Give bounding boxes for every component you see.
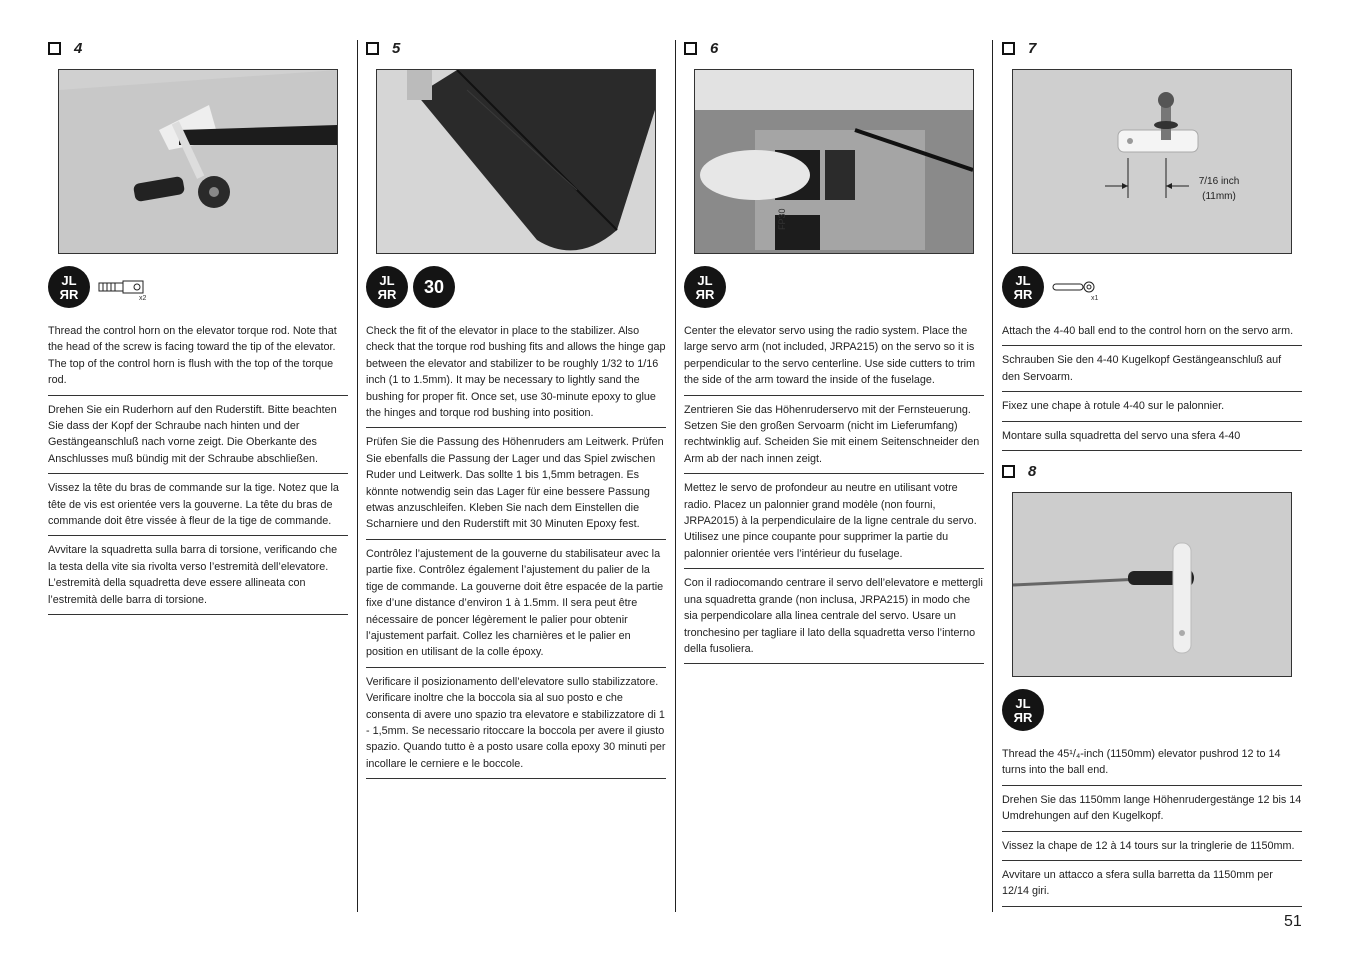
paragraph-de: Drehen Sie ein Ruderhorn auf den Ruderstift. Bitte beachten Sie dass der Kopf der Schraube nach hinten und der Gestängeanschluß nach vorne zeigt. Die Oberkante des Anschlusses muß bündig mit der Schraube abschließen. [48, 396, 348, 475]
fp30-label: FP30 [777, 208, 787, 230]
paragraph-de: Prüfen Sie die Passung des Höhenruders am Leitwerk. Prüfen Sie ebenfalls die Passung der Lager und das Spiel zwischen Ruder und Leitwerk. Das sollte 1 bis 1,5mm betragen. Es könnte notwendig sein das Lager für eine bessere Passung etwas anzuschleifen. Kleben Sie nach dem Einstellen die Scharniere und den Ruderstift mit 30 Minuten Epoxy fest. [366, 428, 666, 539]
step-7-text [1002, 323, 1302, 451]
step-7-header [1002, 38, 1302, 58]
checkbox-icon[interactable] [684, 42, 697, 55]
svg-text:ЯR: ЯR [1013, 710, 1033, 726]
paragraph-fr: Mettez le servo de profondeur au neutre en utilisant votre radio. Placez un palonnier grand modèle (non fourni, JRPA2015) à la perpendiculaire de la ligne centrale du servo. Utilisez une pince coupante pour supprimer la partie du palonnier orientée vers l’intérieur du fuselage. [684, 474, 984, 569]
column-divider [675, 40, 676, 912]
paragraph-it: Verificare il posizionamento dell’elevatore sullo stabilizzatore. Verificare inoltre che la boccola sia al suo posto e che consenta di avere uno spazio tra elevatore e stabilizzatore di 1 - 1,5mm. Se necessario ritoccare la boccola per avere il giusto spazio. Quando tutto è a posto usare colla epoxy 30 minuti per incollare le cerniere e le boccole. [366, 668, 666, 779]
step-8-header [1002, 461, 1302, 481]
step-4-icons [48, 265, 348, 309]
paragraph-de: Zentrieren Sie das Höhenruderservo mit der Fernsteuerung. Setzen Sie den großen Servoarm (nicht im Lieferumfang) rechtwinklig auf. Scheiden Sie mit einem Seitenschneider den Arm ab der nach innen zeigt. [684, 396, 984, 475]
jr-logo-icon [1002, 266, 1044, 308]
step-number: 8 [1028, 462, 1037, 480]
paragraph-it: Con il radiocomando centrare il servo dell’elevatore e mettergli una squadretta grande (non inclusa, JRPA215) in modo che sia perpendicolare alla linea centrale del servo. Usare un tronchesino per tagliare il lato della squadretta verso l’interno della fusoliera. [684, 569, 984, 664]
step-6-photo [694, 69, 974, 254]
svg-text:ЯR: ЯR [377, 287, 397, 302]
step-8-text [1002, 746, 1302, 907]
svg-text:ЯR: ЯR [1013, 287, 1033, 302]
step-6-text [684, 323, 984, 664]
paragraph-de: Schrauben Sie den 4-40 Kugelkopf Gestängeanschluß auf den Servoarm. [1002, 346, 1302, 392]
dimension-label-inch: 7/16 inch [1198, 176, 1240, 187]
page-number: 51 [1284, 913, 1302, 930]
checkbox-icon[interactable] [48, 42, 61, 55]
svg-text:JL: JL [61, 273, 77, 288]
paragraph-de: Drehen Sie das 1150mm lange Höhenrudergestänge 12 bis 14 Umdrehungen auf den Kugelkopf. [1002, 786, 1302, 832]
svg-text:JL: JL [379, 273, 395, 288]
checkbox-icon[interactable] [1002, 42, 1015, 55]
step-number: 7 [1028, 39, 1037, 57]
paragraph-en: Thread the control horn on the elevator torque rod. Note that the head of the screw is facing toward the tip of the elevator. The top of the control horn is flush with the top of the torque rod. [48, 323, 348, 396]
svg-text:JL: JL [697, 273, 713, 288]
quantity-label: x2 [139, 295, 147, 302]
step-4-text [48, 323, 348, 615]
column-divider [992, 40, 993, 912]
step-5-text [366, 323, 666, 779]
step-4-photo [58, 69, 338, 254]
step-5-column [366, 38, 666, 779]
jr-logo-icon [48, 266, 90, 308]
paragraph-en: Attach the 4-40 ball end to the control horn on the servo arm. [1002, 323, 1302, 346]
step-5-header [366, 38, 666, 58]
svg-text:JL: JL [1015, 696, 1031, 712]
paragraph-en: Thread the 45¹/₄-inch (1150mm) elevator pushrod 12 to 14 turns into the ball end. [1002, 746, 1302, 786]
paragraph-en: Center the elevator servo using the radio system. Place the large servo arm (not included, JRPA215) on the servo so it is perpendicular to the servo centerline. Use side cutters to trim the side of the arm toward the inside of the fuselage. [684, 323, 984, 396]
step-6-column [684, 38, 984, 664]
step-5-photo [376, 69, 656, 254]
step-6-icons [684, 265, 984, 309]
step-number: 4 [74, 39, 83, 57]
paragraph-it: Montare sulla squadretta del servo una sfera 4-40 [1002, 422, 1302, 451]
step-4-header [48, 38, 348, 58]
ball-end-icon [1051, 279, 1097, 295]
column-divider [357, 40, 358, 912]
step-7-photo [1012, 69, 1292, 254]
paragraph-fr: Fixez une chape à rotule 4-40 sur le palonnier. [1002, 392, 1302, 421]
svg-text:ЯR: ЯR [695, 287, 715, 302]
checkbox-icon[interactable] [1002, 465, 1015, 478]
checkbox-icon[interactable] [366, 42, 379, 55]
step-7-column [1002, 38, 1302, 907]
jr-logo-icon [684, 266, 726, 308]
paragraph-fr: Vissez la chape de 12 à 14 tours sur la tringlerie de 1150mm. [1002, 832, 1302, 861]
control-horn-icon [97, 278, 149, 296]
svg-text:ЯR: ЯR [59, 287, 79, 302]
step-8-icons [1002, 688, 1302, 732]
quantity-label: x1 [1091, 295, 1099, 302]
paragraph-fr: Contrôlez l’ajustement de la gouverne du stabilisateur avec la partie fixe. Contrôlez également l’ajustement du palier de la tige de commande. La gouverne doit être espacée de la partie fixe d’une distance d’environ 1 à 1.5mm. Il sera peut être nécessaire de poncer légèrement le palier pour obtenir l’ajustement parfait. Collez les charnières et le palier en position en utilisant de la colle époxy. [366, 540, 666, 668]
jr-logo-icon [366, 266, 408, 308]
svg-text:JL: JL [1015, 273, 1031, 288]
step-7-icons [1002, 265, 1302, 309]
step-5-icons [366, 265, 666, 309]
jr-logo-icon [1002, 689, 1044, 731]
epoxy-timer-icon: 30 [413, 266, 455, 308]
paragraph-fr: Vissez la tête du bras de commande sur la tige. Notez que la tête de vis est orientée vers la gouverne. La tête du bras de commande doit être vissée à fleur de la tige de commande. [48, 474, 348, 536]
step-4-column [48, 38, 348, 615]
step-6-header [684, 38, 984, 58]
step-number: 5 [392, 39, 401, 57]
paragraph-it: Avvitare la squadretta sulla barra di torsione, verificando che la testa della vite sia rivolta verso l’estremità dell’elevatore. L’estremità della squadretta deve essere allineata con l’estremità delle barra di torsione. [48, 536, 348, 615]
step-8-photo [1012, 492, 1292, 677]
paragraph-en: Check the fit of the elevator in place to the stabilizer. Also check that the torque rod bushing fits and allows the hinge gap between the elevator and stabilizer to be roughly 1/32 to 1/16 inch (1 to 1.5mm). It may be necessary to lightly sand the bushing for proper fit. Once set, use 30-minute epoxy to glue the hinges and torque rod bushing into position. [366, 323, 666, 428]
dimension-label-mm: (11mm) [1202, 191, 1236, 202]
paragraph-it: Avvitare un attacco a sfera sulla barretta da 1150mm per 12/14 giri. [1002, 861, 1302, 907]
step-number: 6 [710, 39, 719, 57]
